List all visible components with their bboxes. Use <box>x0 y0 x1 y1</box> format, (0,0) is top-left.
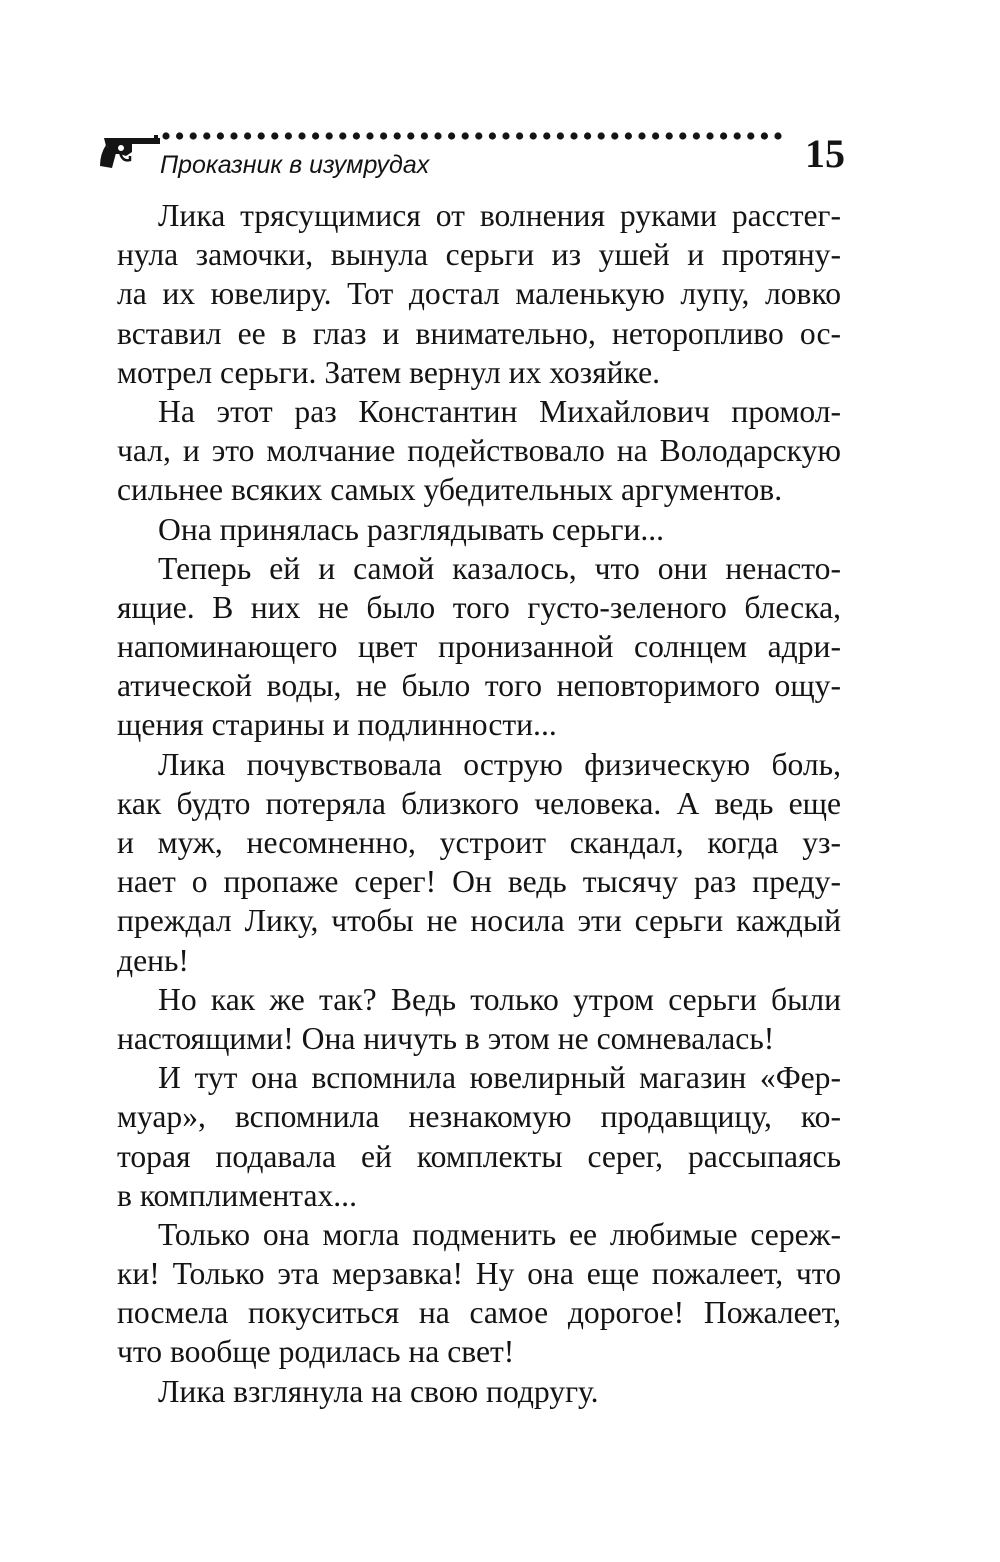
text-line: торая подавала ей комплекты серег, рассыпаясь <box>117 1138 841 1174</box>
paragraph <box>117 745 841 980</box>
text-line: Лика почувствовала острую физическую боль, <box>158 746 841 782</box>
text-line: мотрел серьги. Затем вернул их хозяйке. <box>117 354 661 390</box>
text-line: Но как же так? Ведь только утром серьги были <box>158 981 841 1017</box>
text-line: щения старины и подлинности... <box>117 707 557 743</box>
text-line: что вообще родилась на свет! <box>117 1334 515 1370</box>
text-line: преждал Лику, чтобы не носила эти серьги каждый <box>117 903 841 939</box>
paragraph <box>117 1058 841 1215</box>
text-line: сильнее всяких самых убедительных аргументов. <box>117 472 783 508</box>
paragraph <box>117 1372 841 1411</box>
text-line: И тут она вспомнила ювелирный магазин «Фер- <box>158 1060 841 1096</box>
text-line: и муж, несомненно, устроит скандал, когда уз- <box>117 825 841 860</box>
paragraph <box>117 196 841 392</box>
text-line: На этот раз Константин Михайлович промол- <box>158 393 841 429</box>
page-number: 15 <box>805 131 845 176</box>
text-line: Лика взглянула на свою подругу. <box>158 1373 599 1409</box>
text-line: день! <box>117 942 189 978</box>
text-line: ки! Только эта мерзавка! Ну она еще пожалеет, что <box>117 1256 841 1292</box>
text-line: посмела покуситься на самое дорогое! Пожалеет, <box>117 1295 841 1331</box>
text-line: вставил ее в глаз и внимательно, неторопливо ос- <box>117 315 841 351</box>
paragraph <box>117 980 841 1058</box>
text-line: ла их ювелиру. Тот достал маленькую лупу, ловко <box>117 276 841 312</box>
running-title: Проказник в изумрудах <box>160 151 430 179</box>
text-line: Только она могла подменить ее любимые сереж- <box>158 1216 841 1252</box>
text-line: Теперь ей и самой казалось, что они ненасто- <box>158 550 841 586</box>
text-line: чал, и это молчание подействовало на Володарскую <box>117 433 841 469</box>
revolver-icon <box>100 132 162 170</box>
paragraph <box>117 510 841 549</box>
paragraph <box>117 549 841 745</box>
text-line: нает о пропаже серег! Он ведь тысячу раз преду- <box>117 864 841 900</box>
text-line: в комплиментах... <box>117 1177 357 1213</box>
header-dot-leader <box>160 128 792 144</box>
text-line: Она принялась разглядывать серьги... <box>158 511 665 547</box>
text-line: атической воды, не было того неповторимого ощу- <box>117 668 841 704</box>
page-header <box>100 128 845 188</box>
text-line: напоминающего цвет пронизанной солнцем адри- <box>117 629 841 665</box>
body-text <box>117 196 841 1411</box>
paragraph <box>117 1215 841 1372</box>
text-line: Лика трясущимися от волнения руками расстег- <box>158 198 841 233</box>
text-line: настоящими! Она ничуть в этом не сомневалась! <box>117 1020 775 1056</box>
paragraph <box>117 392 841 510</box>
text-line: как будто потеряла близкого человека. А ведь еще <box>117 785 841 821</box>
text-line: муар», вспомнила незнакомую продавщицу, ко- <box>117 1099 841 1135</box>
text-line: ящие. В них не было того густо-зеленого блеска, <box>117 589 841 625</box>
text-line: нула замочки, вынула серьги из ушей и протяну- <box>117 237 841 273</box>
